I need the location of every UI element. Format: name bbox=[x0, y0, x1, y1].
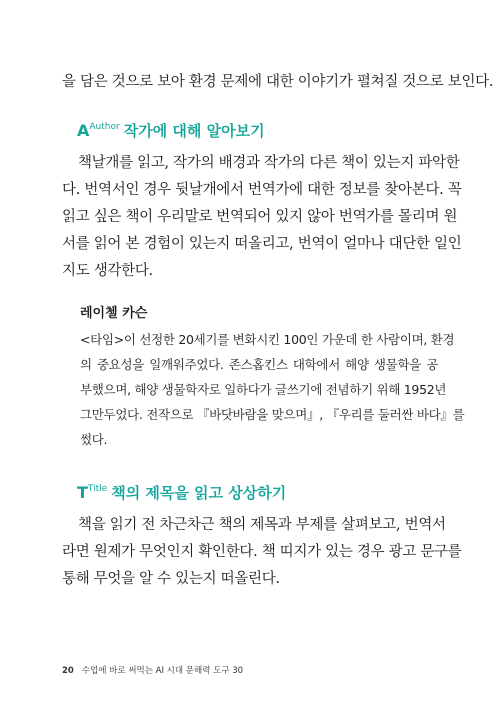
bio-line: <타임>이 선정한 20세기를 변화시킨 100인 가운데 한 사람이며, 환경 bbox=[80, 332, 455, 347]
heading-title: 작가에 대해 알아보기 bbox=[123, 122, 265, 140]
paragraph-line: 서를 읽어 본 경험이 있는지 떠올리고, 번역이 얼마나 대단한 일인 bbox=[62, 236, 462, 252]
paragraph-line: 다. 번역서인 경우 뒷날개에서 번역가에 대한 정보를 찾아본다. 꼭 bbox=[62, 182, 462, 198]
paragraph-line: 지도 생각한다. bbox=[62, 263, 153, 279]
intro-line: 을 담은 것으로 보아 환경 문제에 대한 이야기가 펼쳐질 것으로 보인다. bbox=[62, 74, 494, 90]
heading-letter: T bbox=[77, 483, 88, 502]
section-heading-title bbox=[77, 482, 286, 503]
paragraph-line: 책날개를 읽고, 작가의 배경과 작가의 다른 책이 있는지 파악한 bbox=[78, 155, 460, 171]
heading-title: 책의 제목을 읽고 상상하기 bbox=[111, 484, 287, 502]
page-number: 20 bbox=[62, 666, 74, 676]
running-title: 수업에 바로 써먹는 AI 시대 문해력 도구 30 bbox=[81, 666, 244, 676]
heading-superscript: Author bbox=[89, 122, 120, 132]
paragraph-line: 책을 읽기 전 차근차근 책의 제목과 부제를 살펴보고, 번역서 bbox=[78, 517, 446, 533]
bio-line: 의 중요성을 일깨워주었다. 존스홉킨스 대학에서 해양 생물학을 공 bbox=[80, 357, 438, 372]
heading-letter: A bbox=[77, 121, 90, 140]
paragraph-line: 라면 원제가 무엇인지 확인한다. 책 띠지가 있는 경우 광고 문구를 bbox=[62, 544, 462, 560]
page-footer bbox=[62, 664, 243, 676]
bio-line: 그만두었다. 전작으로 『바닷바람을 맞으며』, 『우리를 둘러싼 바다』를 bbox=[80, 407, 465, 422]
paragraph-line: 읽고 싶은 책이 우리말로 번역되어 있지 않아 번역가를 몰리며 원 bbox=[62, 209, 458, 225]
bio-line: 부했으며, 해양 생물학자로 일하다가 글쓰기에 전념하기 위해 1952년 bbox=[80, 382, 447, 397]
section-heading-author bbox=[77, 120, 265, 141]
bio-line: 썼다. bbox=[80, 432, 108, 447]
bio-author-name: 레이첼 카슨 bbox=[80, 306, 148, 321]
heading-superscript: Title bbox=[87, 484, 108, 494]
paragraph-line: 통해 무엇을 알 수 있는지 떠올린다. bbox=[62, 571, 280, 587]
